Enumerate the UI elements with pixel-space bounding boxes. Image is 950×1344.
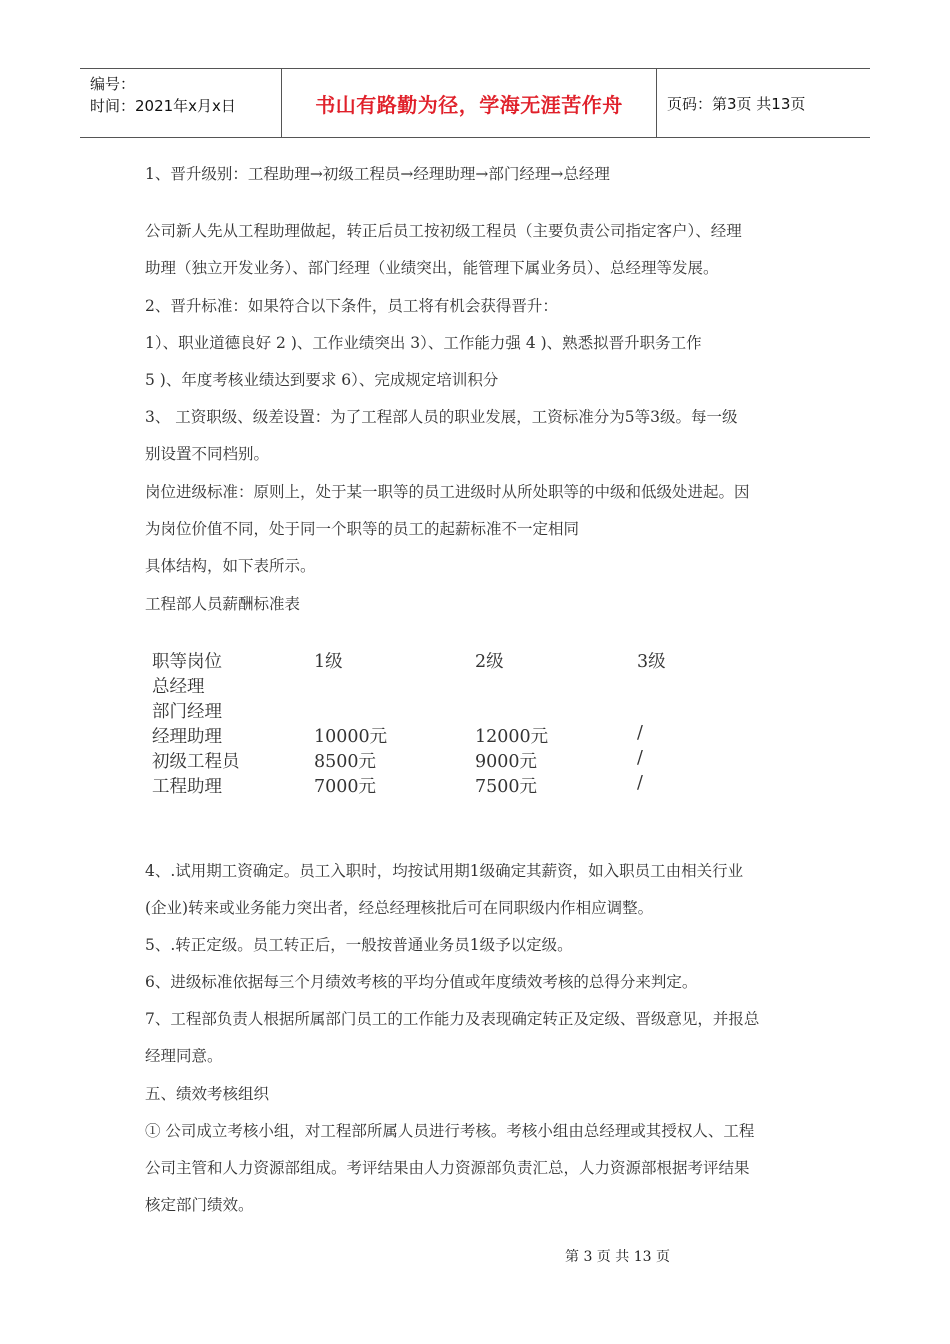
table-cell: 8500元: [314, 752, 377, 772]
header-page-number: 页码：第3页 共13页: [667, 94, 806, 113]
document-number: 编号：: [90, 75, 136, 93]
table-cell: 12000元: [475, 727, 549, 747]
table-cell: 10000元: [314, 727, 388, 747]
paragraph-line: 为岗位价值不同，处于同一个职等的员工的起薪标准不一定相同: [145, 520, 580, 538]
table-cell: /: [637, 773, 643, 793]
header-motto-cell: [282, 69, 657, 137]
table-cell: 7500元: [475, 777, 538, 797]
paragraph-line: 公司新人先从工程助理做起，转正后员工按初级工程员（主要负责公司指定客户）、经理: [145, 222, 742, 240]
paragraph-line: 经理同意。: [145, 1047, 223, 1065]
table-cell: 经理助理: [152, 727, 222, 747]
page-footer: 第 3 页 共 13 页: [565, 1249, 670, 1265]
paragraph-line: 7、工程部负责人根据所属部门员工的工作能力及表现确定转正及定级、晋级意见，并报总: [145, 1010, 760, 1028]
header-meta: [80, 69, 282, 137]
header-motto: 书山有路勤为径，学海无涯苦作舟: [315, 92, 623, 117]
header-page-cell: [657, 69, 870, 137]
paragraph-line: 1、晋升级别：工程助理→初级工程员→经理助理→部门经理→总经理: [145, 165, 610, 183]
table-cell: 部门经理: [152, 702, 222, 722]
document-date: 时间：2021年x月x日: [90, 97, 236, 115]
paragraph-line: 助理（独立开发业务）、部门经理（业绩突出，能管理下属业务员）、总经理等发展。: [145, 259, 719, 277]
table-cell: 工程助理: [152, 777, 222, 797]
paragraph-line: (企业)转来或业务能力突出者，经总经理核批后可在同职级内作相应调整。: [145, 899, 654, 917]
paragraph-line: 5 )、年度考核业绩达到要求 6）、完成规定培训积分: [145, 371, 499, 389]
table-cell: 总经理: [152, 677, 205, 697]
page-header: [80, 68, 870, 138]
paragraph-line: 核定部门绩效。: [145, 1196, 254, 1214]
paragraph-line: 公司主管和人力资源部组成。考评结果由人力资源部负责汇总，人力资源部根据考评结果: [145, 1159, 750, 1177]
paragraph-line: 具体结构，如下表所示。: [145, 557, 316, 575]
paragraph-line: ① 公司成立考核小组，对工程部所属人员进行考核。考核小组由总经理或其授权人、工程: [145, 1122, 755, 1140]
table-header-cell: 2级: [475, 652, 504, 672]
paragraph-line: 1）、职业道德良好 2 )、工作业绩突出 3）、工作能力强 4 )、熟悉拟晋升职务工作: [145, 334, 702, 352]
paragraph-line: 别设置不同档别。: [145, 445, 270, 463]
paragraph-line: 岗位进级标准：原则上，处于某一职等的员工进级时从所处职等的中级和低级处进起。因: [145, 483, 750, 501]
paragraph-line: 4、.试用期工资确定。员工入职时，均按试用期1级确定其薪资，如入职员工由相关行业: [145, 862, 744, 880]
paragraph-line: 3、 工资职级、级差设置：为了工程部人员的职业发展，工资标准分为5等3级。每一级: [145, 408, 738, 426]
table-cell: /: [637, 748, 643, 768]
paragraph-line: 6、进级标准依据每三个月绩效考核的平均分值或年度绩效考核的总得分来判定。: [145, 973, 698, 991]
table-header-cell: 职等岗位: [152, 652, 222, 672]
table-cell: /: [637, 723, 643, 743]
table-caption: 工程部人员薪酬标准表: [145, 595, 301, 613]
paragraph-line: 2、晋升标准：如果符合以下条件，员工将有机会获得晋升：: [145, 297, 558, 315]
table-header-cell: 3级: [637, 652, 666, 672]
table-cell: 9000元: [475, 752, 538, 772]
section-heading: 五、绩效考核组织: [145, 1085, 270, 1103]
table-header-cell: 1级: [314, 652, 343, 672]
paragraph-line: 5、.转正定级。员工转正后，一般按普通业务员1级予以定级。: [145, 936, 573, 954]
table-cell: 7000元: [314, 777, 377, 797]
table-cell: 初级工程员: [152, 752, 240, 772]
